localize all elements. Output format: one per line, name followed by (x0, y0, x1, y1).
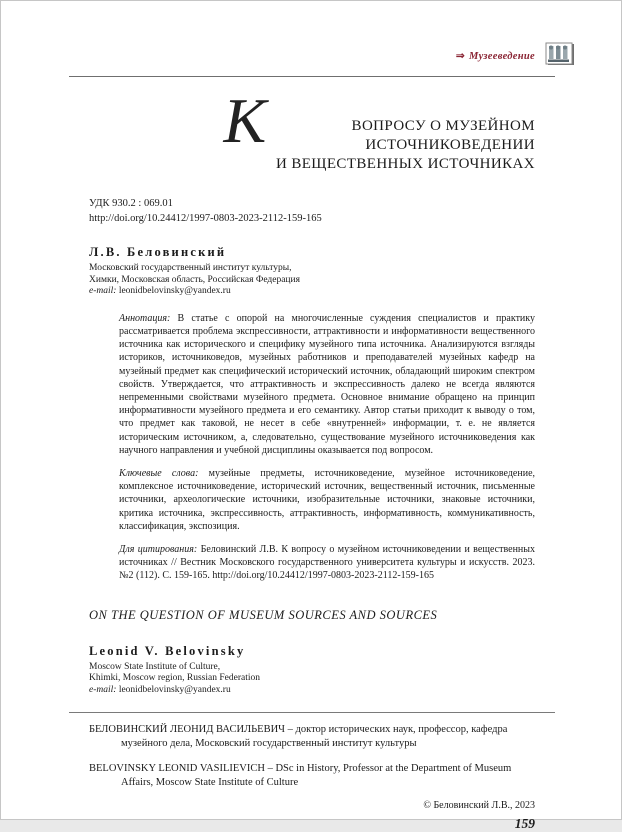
udk-code: УДК 930.2 : 069.01 (89, 198, 173, 209)
keywords-text: музейные предметы, источниковедение, музейное источниковедение, комплексное источниковедение, исторический источник, вещественный источник, письменные источники, археологические источники, изобразительные источники, знаковые источники, критика источника, экспрессивность, аттрактивность, информативность, коммуникативность, классификация, экспозиция. (119, 468, 536, 532)
author-bio-ru: БЕЛОВИНСКИЙ ЛЕОНИД ВАСИЛЬЕВИЧ – доктор исторических наук, профессор, кафедра музейного дела, Московский государственный институт культуры (89, 724, 508, 750)
affiliation-line-2: Химки, Московская область, Российская Федерация (89, 274, 300, 285)
citation-paragraph (119, 543, 535, 583)
journal-logo-icon (545, 43, 577, 69)
author-bio-en: BELOVINSKY LEONID VASILIEVICH – DSc in History, Professor at the Department of Museum Affairs, Moscow State Institute of Culture (89, 762, 512, 788)
email-address-en: leonidbelovinsky@yandex.ru (118, 684, 231, 695)
author-name-en: Leonid V. Belovinsky (89, 643, 246, 658)
copyright-notice: © Беловинский Л.В., 2023 (423, 800, 535, 812)
affiliation-en-line-2: Khimki, Moscow region, Russian Federation (89, 673, 260, 684)
article-title (89, 85, 535, 174)
title-line-2: ИСТОЧНИКОВЕДЕНИИ (365, 137, 535, 153)
keywords-label: Ключевые слова: (119, 468, 199, 480)
citation-label: Для цитирования: (119, 544, 198, 556)
title-lines (276, 101, 535, 174)
abstract-text: В статье с опорой на многочисленные суждения специалистов и практику рассматривается проблема экспрессивности, аттрактивности и информативности вещественного источника как исторического и специфику музейного типа источника. Анализируются взгляды историков, источниковедов, музейных работников и преподавателей музейных кафедр на музейный предмет как специфический исторический источник, обладающий широким спектром свойств. Утверждается, что аттрактивность и экспрессивность далеко не всегда являются непременными свойствами музейного предмета. Основное внимание обращено на принцип информативности музейного предмета и его семантику. Автор статьи приходит к выводу о том, что предмет как таковой, не несет в себе «внутренней» информации, т. е. не является историческим источником, а, следовательно, существование музейного источниковедения как научного направления и учебной дисциплины оказывается под вопросом. (119, 312, 536, 456)
title-line-3: И ВЕЩЕСТВЕННЫХ ИСТОЧНИКАХ (275, 156, 535, 172)
article-title-en: ON THE QUESTION OF MUSEUM SOURCES AND SOURCES (89, 607, 438, 622)
author-email-en (89, 685, 535, 697)
author-affiliation-ru (89, 263, 535, 298)
email-address: leonidbelovinsky@yandex.ru (118, 286, 231, 297)
email-label-en: e-mail: (89, 684, 117, 695)
title-line-1: ВОПРОСУ О МУЗЕЙНОМ (351, 118, 535, 134)
title-drop-cap: К (223, 85, 266, 156)
abstract-paragraph (119, 312, 535, 457)
author-email-ru (89, 286, 535, 298)
page-header (89, 43, 577, 69)
header-divider (69, 76, 555, 77)
affiliation-en-line-1: Moscow State Institute of Culture, (89, 661, 221, 672)
article-meta (89, 196, 535, 226)
abstract-label: Аннотация: (119, 312, 171, 324)
bio-divider (69, 712, 555, 713)
page-number: 159 (514, 816, 535, 832)
author-affiliation-en (89, 662, 535, 697)
section-label (456, 50, 535, 62)
section-label-text: Музееведение (468, 51, 535, 62)
affiliation-line-1: Московский государственный институт культуры, (89, 263, 292, 273)
double-arrow-icon: ⇒ (455, 51, 465, 62)
doi-link: http://doi.org/10.24412/1997-0803-2023-2112-159-165 (89, 213, 322, 224)
author-name-ru: Л.В. Беловинский (89, 245, 227, 259)
email-label: e-mail: (89, 286, 117, 297)
keywords-paragraph (119, 467, 535, 533)
citation-text: Беловинский Л.В. К вопросу о музейном источниковедении и вещественных источниках // Вестник Московского государственного университета культуры и искусств. 2023. №2 (112). С. 159-165. http://doi.org/10.24412/1997-0803-2023-2112-159-165 (119, 544, 536, 582)
